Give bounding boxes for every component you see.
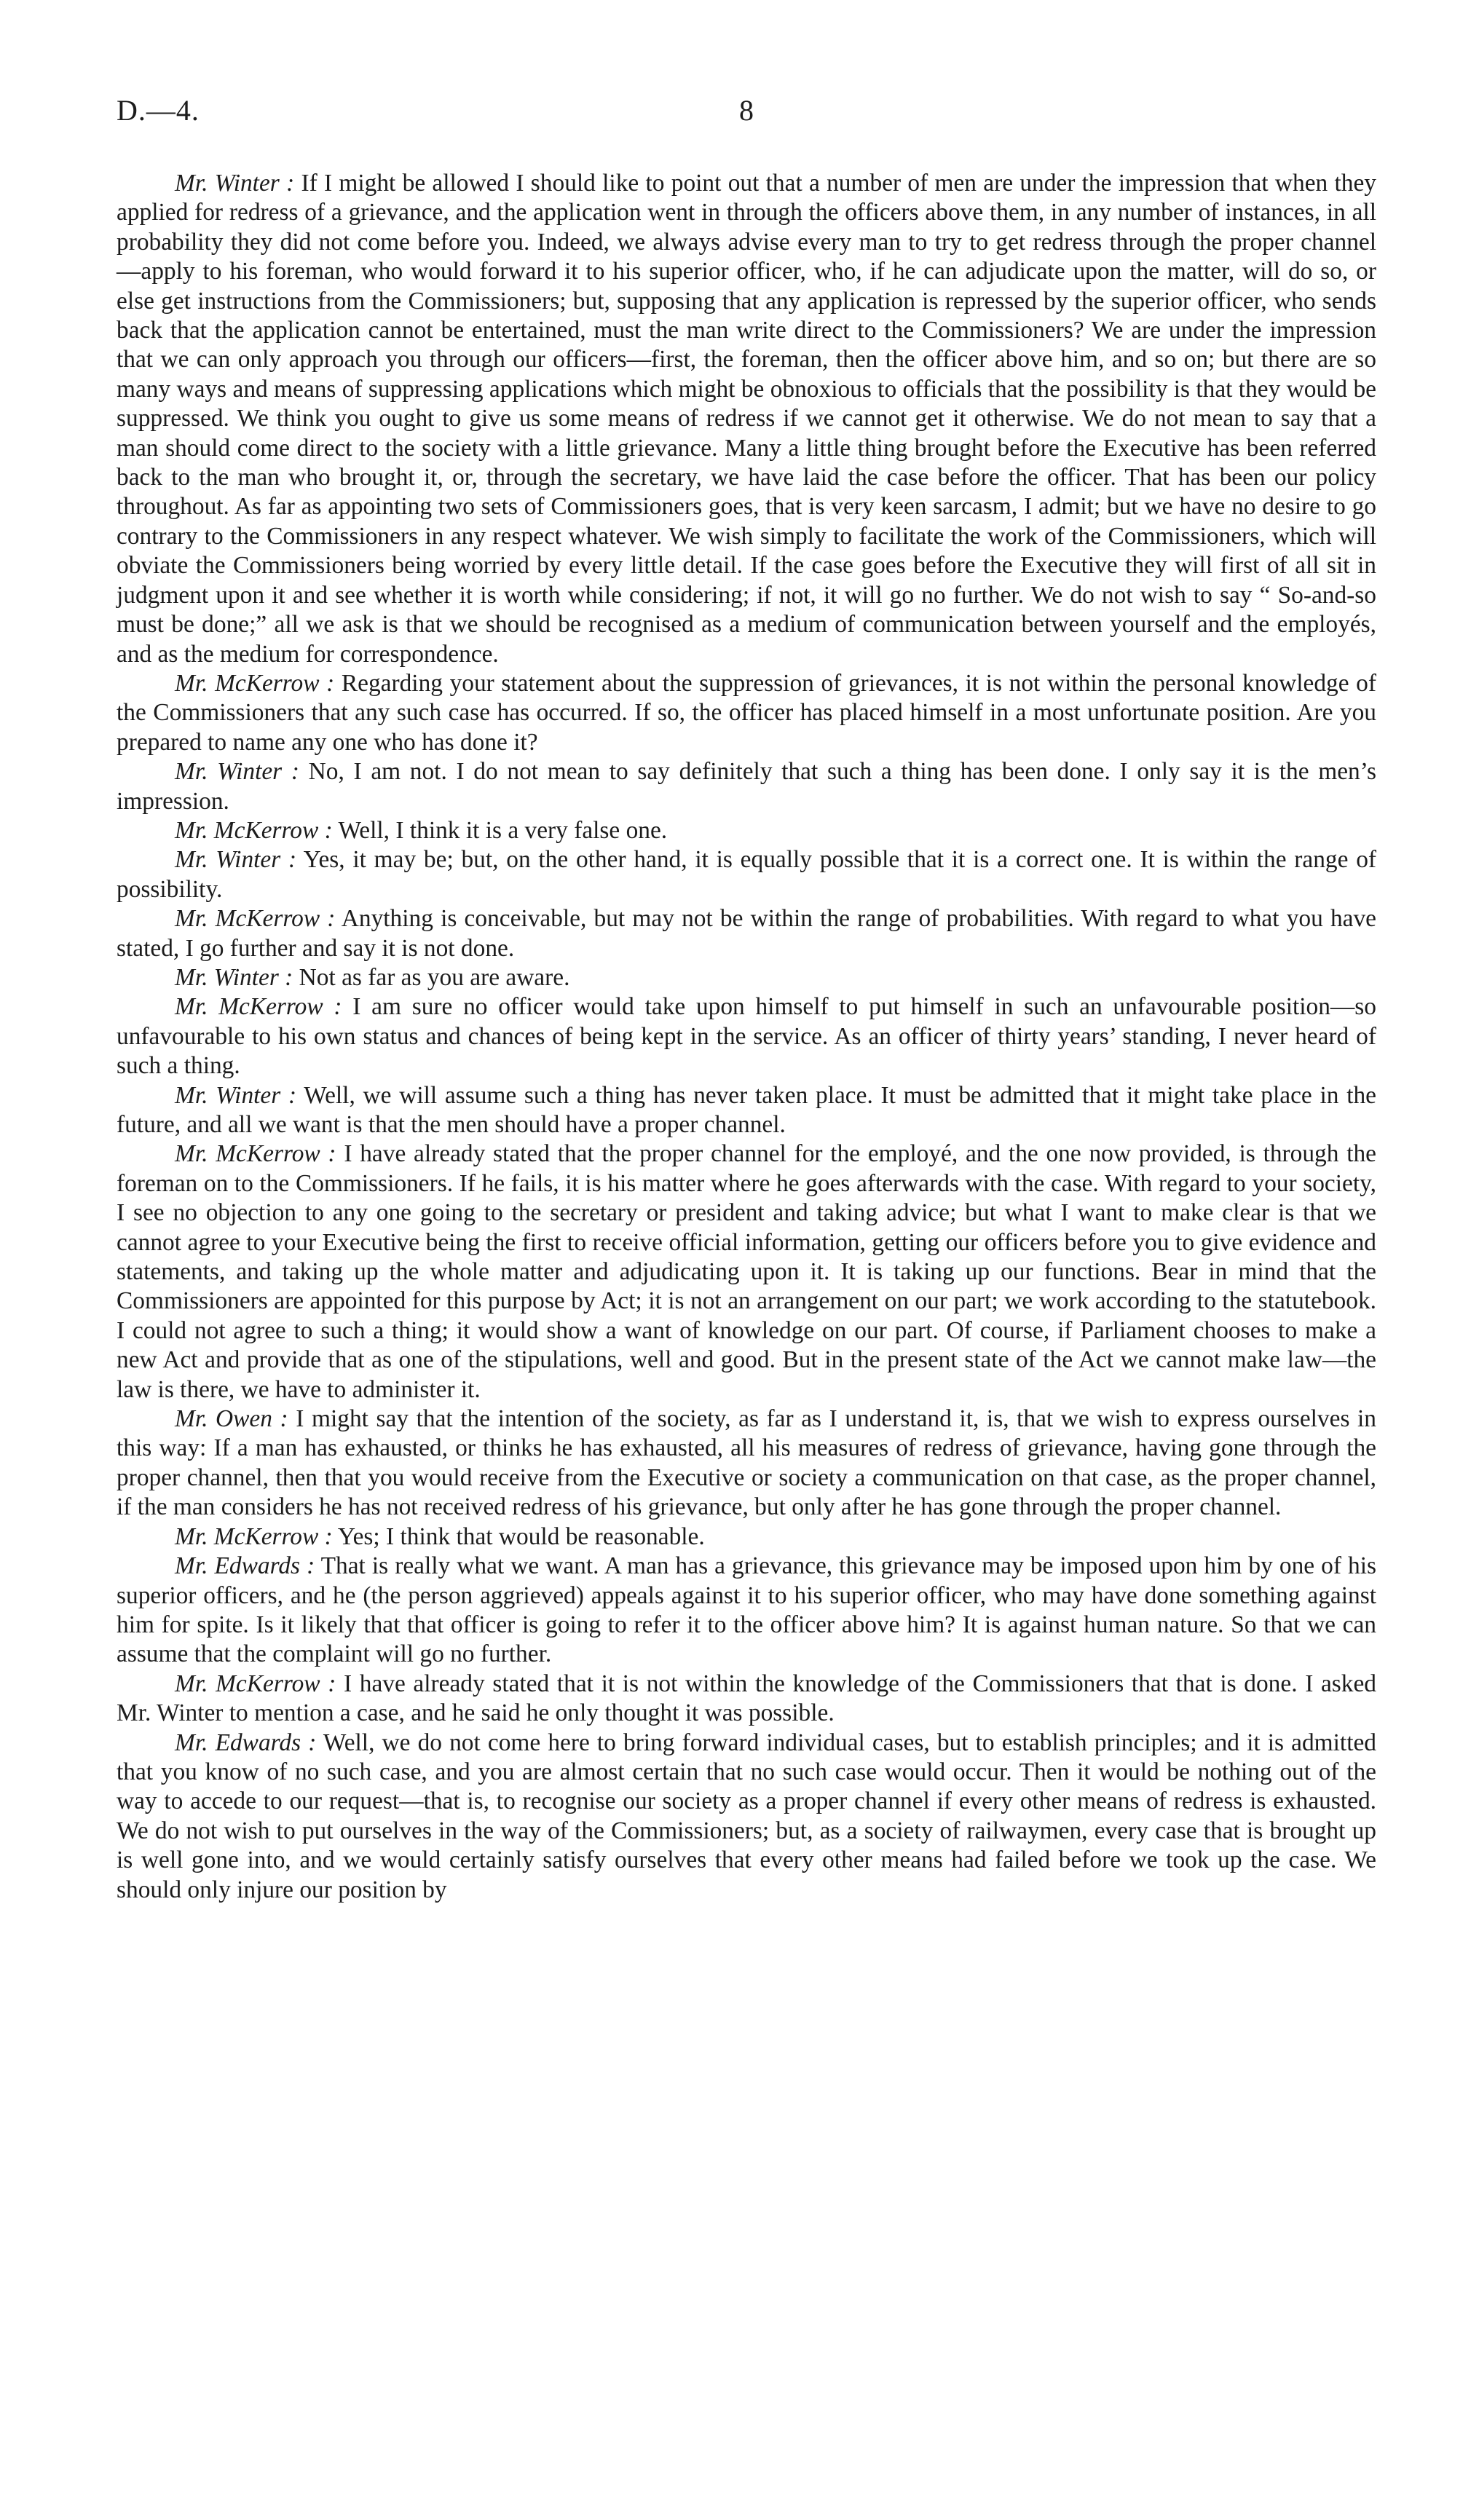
speaker-label: Mr. Winter : (175, 170, 295, 197)
paragraph-text: Not as far as you are aware. (299, 963, 570, 991)
paragraph-winter-4 (117, 963, 1376, 992)
speaker-label: Mr. McKerrow : (175, 1140, 336, 1168)
transcript-body (117, 169, 1376, 1905)
speaker-label: Mr. Edwards : (175, 1552, 315, 1580)
speaker-label: Mr. McKerrow : (175, 816, 333, 844)
paragraph-winter-5 (117, 1081, 1376, 1140)
speaker-label: Mr. Owen : (175, 1405, 288, 1433)
paragraph-text: Well, we will assume such a thing has never taken place. It must be admitted that it might take place in the future, and all we want is that the men should have a proper channel. (117, 1081, 1376, 1138)
speaker-label: Mr. McKerrow : (175, 669, 335, 697)
page-number: 8 (739, 94, 754, 127)
paragraph-mckerrow-4 (117, 992, 1376, 1081)
paragraph-text: If I might be allowed I should like to point out that a number of men are under the impression that when they applied for redress of a grievance, and the application went in through the officers above them, in any number of instances, in all probability they did not come before you. Indeed, we always advise every man to try to get redress through the proper channel —apply to his foreman, who would forward it to his superior officer, who, if he can adjudicate upon the matter, will do so, or else get instructions from the Commissioners; but, supposing that any application is repressed by the superior officer, who sends back that the application cannot be entertained, must the man write direct to the Commissioners? We are under the impression that we can only approach you through our officers—first, the foreman, then the officer above him, and so on; but there are so many ways and means of suppressing applications which might be obnoxious to officials that the possibility is that they would be suppressed. We think you ought to give us some means of redress if we cannot get it otherwise. We do not mean to say that a man should come direct to the society with a little grievance. Many a little thing brought before the Executive has been referred back to the man who brought it, or, through the secretary, we have laid the case before the officer. That has been our policy throughout. As far as appointing two sets of Commissioners goes, that is very keen sarcasm, I admit; but we have no desire to go contrary to the Commissioners in any respect whatever. We wish simply to facilitate the work of the Commissioners, which will obviate the Commissioners being worried by every little detail. If the case goes before the Executive they will first of all sit in judgment upon it and see whether it is worth while considering; if not, it will go no further. We do not wish to say “ So-and-so must be done;” all we ask is that we should be recognised as a medium of communication between yourself and the employés, and as the medium for correspondence. (117, 170, 1376, 668)
paragraph-mckerrow-6 (117, 1522, 1376, 1552)
paragraph-text: Well, we do not come here to bring forward individual cases, but to establish principles; and it is admitted that you know of no such case, and you are almost certain that no such case would occur. Then it would be nothing out of the way to accede to our request—that is, to recognise our society as a proper channel if every other means of redress is exhausted. We do not wish to put ourselves in the way of the Commissioners; but, as a society of railwaymen, every case that is brought up is well gone into, and we would certainly satisfy ourselves that every other means had failed before we took up the case. We should only injure our position by (117, 1729, 1377, 1903)
paragraph-text: That is really what we want. A man has a grievance, this grievance may be imposed upon him by one of his superior officers, and he (the person aggrieved) appeals against it to his superior officer, who may have done something against him for spite. Is it likely that that officer is going to refer it to the officer above him? It is against human nature. So that we can assume that the complaint will go no further. (117, 1552, 1376, 1668)
speaker-label: Mr. McKerrow : (175, 993, 342, 1021)
speaker-label: Mr. Winter : (175, 963, 293, 991)
document-reference: D.—4. (117, 94, 200, 127)
paragraph-edwards-1 (117, 1552, 1376, 1670)
paragraph-winter-1 (117, 169, 1376, 669)
speaker-label: Mr. Edwards : (175, 1729, 317, 1756)
paragraph-text: I might say that the intention of the society, as far as I understand it, is, that we wish to express ourselves in this way: If a man has exhausted, or thinks he has exhausted, all his measures of redress of grievance, having gone through the proper channel, then that you would receive from the Executive or society a communication on that case, as the proper channel, if the man considers he has not received redress of his grievance, but only after he has gone through the proper channel. (117, 1405, 1377, 1521)
speaker-label: Mr. Winter : (175, 846, 297, 874)
paragraph-mckerrow-3 (117, 904, 1376, 963)
paragraph-mckerrow-5 (117, 1139, 1376, 1405)
speaker-label: Mr. McKerrow : (175, 1522, 333, 1550)
paragraph-mckerrow-1 (117, 669, 1376, 757)
paragraph-text: No, I am not. I do not mean to say definitely that such a thing has been done. I only say it is the men’s impression. (117, 758, 1376, 815)
paragraph-text: Yes, it may be; but, on the other hand, it is equally possible that it is a correct one. It is within the range of possibility. (117, 846, 1377, 903)
paragraph-text: Regarding your statement about the suppression of grievances, it is not within the personal knowledge of the Commissioners that any such case has occurred. If so, the officer has placed himself in a most unfortunate position. Are you prepared to name any one who has done it? (117, 669, 1376, 756)
paragraph-winter-3 (117, 845, 1376, 904)
paragraph-mckerrow-7 (117, 1670, 1376, 1729)
page-header (117, 93, 1376, 137)
speaker-label: Mr. McKerrow : (175, 1670, 336, 1697)
paragraph-text: I have already stated that the proper channel for the employé, and the one now provided, is through the foreman on to the Commissioners. If he fails, it is his matter where he goes afterwards with the case. With regard to your society, I see no objection to any one going to the secretary or president and taking advice; but what I want to make clear is that we cannot agree to your Executive being the first to receive official information, getting our officers before you to give evidence and statements, and taking up the whole matter and adjudicating upon it. It is taking up our functions. Bear in mind that the Commissioners are appointed for this purpose by Act; it is not an arrangement on our part; we work according to the statutebook. I could not agree to such a thing; it would show a want of knowledge on our part. Of course, if Parliament chooses to make a new Act and provide that as one of the stipulations, well and good. But in the present state of the Act we cannot make law—the law is there, we have to administer it. (117, 1140, 1377, 1403)
speaker-label: Mr. Winter : (175, 1081, 297, 1109)
paragraph-text: Well, I think it is a very false one. (338, 816, 668, 844)
speaker-label: Mr. McKerrow : (175, 905, 336, 933)
paragraph-edwards-2 (117, 1729, 1376, 1905)
paragraph-text: Anything is conceivable, but may not be within the range of probabilities. With regard to what you have stated, I go further and say it is not done. (117, 905, 1376, 962)
paragraph-text: Yes; I think that would be reasonable. (337, 1522, 705, 1550)
speaker-label: Mr. Winter : (175, 758, 299, 786)
paragraph-owen-1 (117, 1405, 1376, 1522)
paragraph-text: I am sure no officer would take upon himself to put himself in such an unfavourable position—so unfavourable to his own status and chances of being kept in the service. As an officer of thirty years’ standing, I never heard of such a thing. (117, 993, 1376, 1080)
paragraph-mckerrow-2 (117, 816, 1376, 845)
paragraph-winter-2 (117, 757, 1376, 816)
paragraph-text: I have already stated that it is not within the knowledge of the Commissioners that that is done. I asked Mr. Winter to mention a case, and he said he only thought it was possible. (117, 1670, 1376, 1727)
